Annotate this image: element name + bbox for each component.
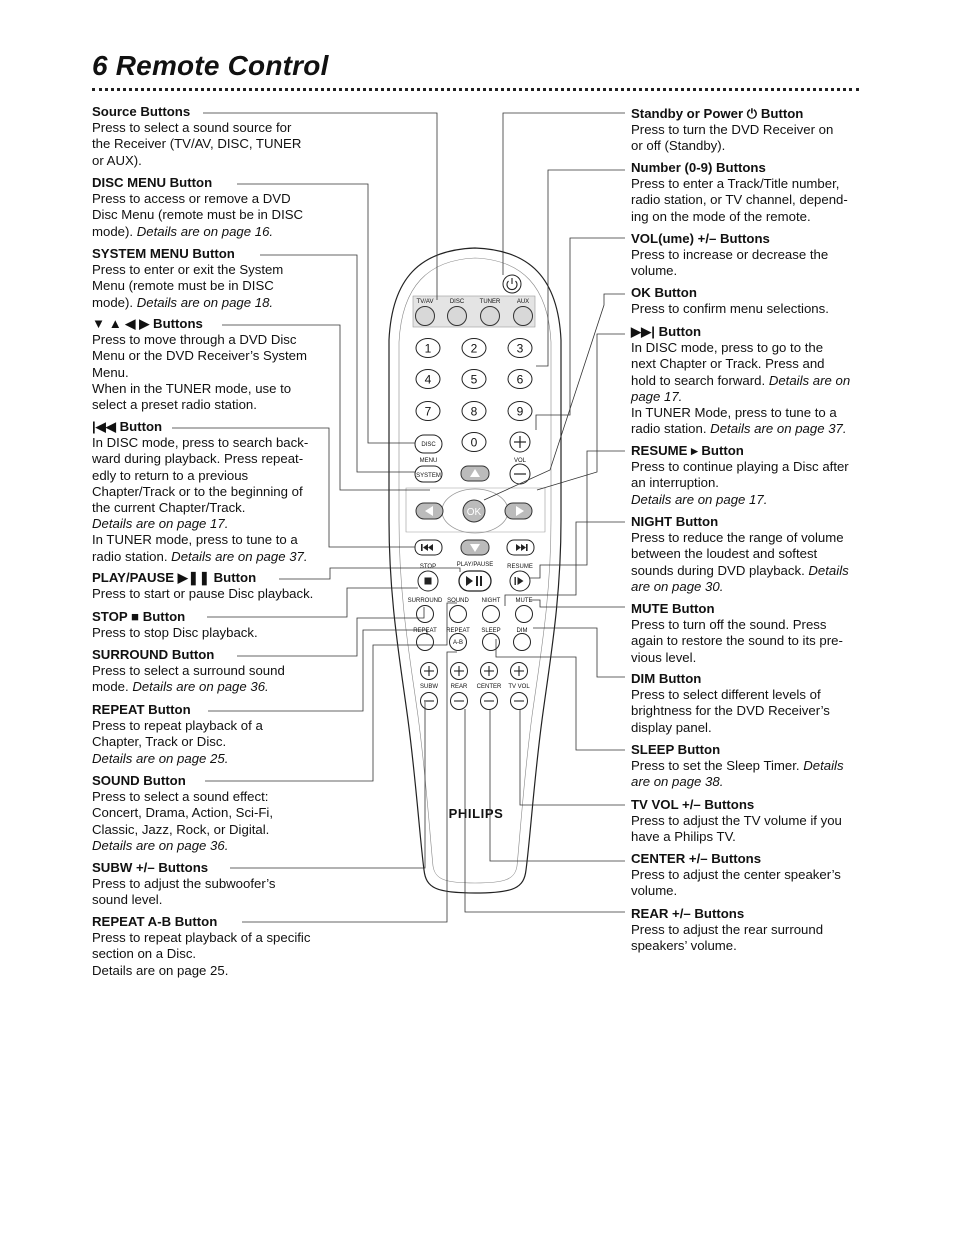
- tvvol-label: TV VOL: [508, 684, 530, 690]
- number-button-3[interactable]: [508, 339, 532, 358]
- playpause-label: PLAY/PAUSE: [456, 562, 494, 568]
- menu-label: MENU: [419, 458, 438, 464]
- desc-system-menu-button: SYSTEM MENU Button Press to enter or exit the System Menu (remote must be in DISC mode). Details are on page 18.: [92, 246, 284, 310]
- desc-dim-button: DIM Button Press to select different levels of brightness for the DVD Receiver’s display panel.: [631, 671, 830, 735]
- surround-button[interactable]: [417, 606, 434, 623]
- sound-button[interactable]: [450, 606, 467, 623]
- number-button-5[interactable]: [462, 370, 486, 389]
- disc-label: DISC: [421, 442, 436, 448]
- subw-label: SUBW: [420, 684, 438, 690]
- desc-repeat-ab-button: REPEAT A-B Button Press to repeat playback of a specific section on a Disc. Details are on page 25.: [92, 914, 311, 978]
- desc-disc-menu-button: DISC MENU Button Press to access or remove a DVD Disc Menu (remote must be in DISC mode). Details are on page 16.: [92, 175, 304, 239]
- number-label-2: 2: [470, 341, 478, 356]
- number-button-1[interactable]: [416, 339, 440, 358]
- desc-volume-buttons: VOL(ume) +/– Buttons Press to increase or decrease the volume.: [631, 231, 829, 279]
- skip-back-button[interactable]: [415, 540, 442, 555]
- number-label-7: 7: [424, 404, 432, 419]
- desc-repeat-button: REPEAT Button Press to repeat playback of a Chapter, Track or Disc. Details are on page 25.: [92, 702, 263, 766]
- number-label-3: 3: [516, 341, 524, 356]
- ab-label: A-B: [452, 640, 464, 646]
- desc-mute-button: MUTE Button Press to turn off the sound. Press again to restore the sound to its pre- vious level.: [631, 601, 843, 665]
- number-button-8[interactable]: [462, 402, 486, 421]
- up-arrow-button[interactable]: [461, 466, 489, 481]
- number-button-9[interactable]: [508, 402, 532, 421]
- play-pause-button[interactable]: [459, 571, 491, 591]
- number-label-4: 4: [424, 372, 432, 387]
- desc-sleep-button: SLEEP Button Press to set the Sleep Timer. Details are on page 38.: [631, 742, 844, 790]
- resume-label: RESUME: [507, 564, 533, 570]
- number-label-6: 6: [516, 372, 524, 387]
- row2-label-3: DIM: [516, 628, 528, 634]
- ok-button[interactable]: [463, 500, 485, 522]
- down-arrow-button[interactable]: [461, 540, 489, 555]
- desc-tv-vol-buttons: TV VOL +/– Buttons Press to adjust the TV volume if you have a Philips TV.: [631, 797, 842, 845]
- stop-label: STOP: [419, 564, 437, 570]
- row1-label-mute: MUTE: [515, 598, 533, 604]
- source-button-aux[interactable]: [514, 307, 533, 326]
- dim-button[interactable]: [514, 634, 531, 651]
- vol-plus-button[interactable]: [510, 432, 530, 452]
- desc-surround-button: SURROUND Button Press to select a surround sound mode. Details are on page 36.: [92, 647, 285, 695]
- repeat-button[interactable]: [417, 634, 434, 651]
- system-label: SYSTEM: [416, 473, 441, 479]
- source-button-tvav[interactable]: [416, 307, 435, 326]
- number-label-0: 0: [470, 435, 478, 450]
- desc-ok-button: OK Button Press to confirm menu selections.: [631, 285, 829, 317]
- number-label-5: 5: [470, 372, 478, 387]
- desc-play-pause-button: PLAY/PAUSE ▶❚❚ Button Press to start or pause Disc playback.: [92, 570, 314, 602]
- left-arrow-button[interactable]: [416, 503, 443, 519]
- night-button[interactable]: [483, 606, 500, 623]
- right-arrow-button[interactable]: [505, 503, 532, 519]
- subw-minus-button[interactable]: [421, 693, 438, 710]
- ok-label: OK: [466, 507, 482, 518]
- vol-label: VOL: [513, 458, 527, 464]
- page-title: 6 Remote Control: [92, 50, 329, 81]
- brand-logo-text: PHILIPS: [448, 806, 504, 821]
- source-label-aux: AUX: [516, 299, 530, 305]
- vol-minus-button[interactable]: [510, 464, 530, 484]
- center-plus-button[interactable]: [481, 663, 498, 680]
- mute-button[interactable]: [516, 606, 533, 623]
- source-label-tvav: TV/AV: [416, 299, 434, 305]
- stop-button[interactable]: [418, 571, 438, 591]
- repeat-ab-button[interactable]: [450, 634, 467, 651]
- desc-power-button: Standby or Power ⏻ Button Press to turn the DVD Receiver on or off (Standby).: [631, 106, 834, 154]
- number-button-7[interactable]: [416, 402, 440, 421]
- source-button-tuner[interactable]: [481, 307, 500, 326]
- source-button-disc[interactable]: [448, 307, 467, 326]
- desc-skip-forward-button: ▶▶| Button In DISC mode, press to go to the next Chapter or Track. Press and hold to search forward. Details are on page 17. In TUNER Mode, press to tune to a radio station. Details are on page 37.: [631, 324, 851, 437]
- desc-stop-button: STOP ■ Button Press to stop Disc playback.: [92, 609, 258, 641]
- skip-forward-button[interactable]: [507, 540, 534, 555]
- number-button-6[interactable]: [508, 370, 532, 389]
- source-label-disc: DISC: [449, 299, 465, 305]
- number-button-0[interactable]: [462, 433, 486, 452]
- rear-label: REAR: [450, 684, 468, 690]
- row1-label-surround: SURROUND: [407, 598, 443, 604]
- row1-label-night: NIGHT: [481, 598, 501, 604]
- subw-plus-button[interactable]: [421, 663, 438, 680]
- sleep-button[interactable]: [483, 634, 500, 651]
- desc-night-button: NIGHT Button Press to reduce the range of volume between the loudest and softest sounds during DVD playback. Details are on page 30.: [631, 514, 849, 594]
- desc-resume-button: RESUME ▸ Button Press to continue playing a Disc after an interruption. Details are on page 17.: [631, 443, 849, 507]
- desc-center-buttons: CENTER +/– Buttons Press to adjust the center speaker’s volume.: [631, 851, 841, 899]
- number-label-9: 9: [516, 404, 524, 419]
- row2-label-0: REPEAT: [413, 628, 437, 634]
- rear-plus-button[interactable]: [451, 663, 468, 680]
- tvvol-plus-button[interactable]: [511, 663, 528, 680]
- row1-label-sound: SOUND: [447, 598, 469, 604]
- number-label-8: 8: [470, 404, 478, 419]
- desc-arrow-buttons: ▼ ▲ ◀ ▶ Buttons Press to move through a DVD Disc Menu or the DVD Receiver’s System Menu. When in the TUNER mode, use to select a preset radio station.: [92, 316, 307, 413]
- desc-skip-back-button: |◀◀ Button In DISC mode, press to search back- ward during playback. Press repeat- edly to return to a previous Chapter/Track or to the beginning of the current Chapter/Track. Details are on page 17. In TUNER mode, press to tune to a radio station. Details are on page 37.: [92, 419, 309, 564]
- number-label-1: 1: [424, 341, 432, 356]
- center-label: CENTER: [476, 684, 502, 690]
- system-menu-button[interactable]: [415, 466, 442, 482]
- desc-sound-button: SOUND Button Press to select a sound effect: Concert, Drama, Action, Sci-Fi, Classic, Jazz, Rock, or Digital. Details are on page 36.: [92, 773, 274, 853]
- number-button-2[interactable]: [462, 339, 486, 358]
- desc-number-buttons: Number (0-9) Buttons Press to enter a Track/Title number, radio station, or TV channel, depend- ing on the mode of the remote.: [631, 160, 848, 224]
- source-label-tuner: TUNER: [479, 299, 501, 305]
- number-button-4[interactable]: [416, 370, 440, 389]
- tvvol-minus-button[interactable]: [511, 693, 528, 710]
- desc-source-buttons: Source Buttons Press to select a sound source for the Receiver (TV/AV, DISC, TUNER or AUX).: [92, 104, 302, 168]
- disc-menu-button[interactable]: [415, 435, 442, 453]
- rear-minus-button[interactable]: [451, 693, 468, 710]
- resume-button[interactable]: [510, 571, 530, 591]
- center-minus-button[interactable]: [481, 693, 498, 710]
- row2-label-2: SLEEP: [481, 628, 501, 634]
- row2-label-1: REPEAT: [446, 628, 470, 634]
- power-button[interactable]: [503, 275, 521, 293]
- desc-subw-buttons: SUBW +/– Buttons Press to adjust the subwoofer’s sound level.: [92, 860, 276, 908]
- desc-rear-buttons: REAR +/– Buttons Press to adjust the rear surround speakers’ volume.: [631, 906, 824, 954]
